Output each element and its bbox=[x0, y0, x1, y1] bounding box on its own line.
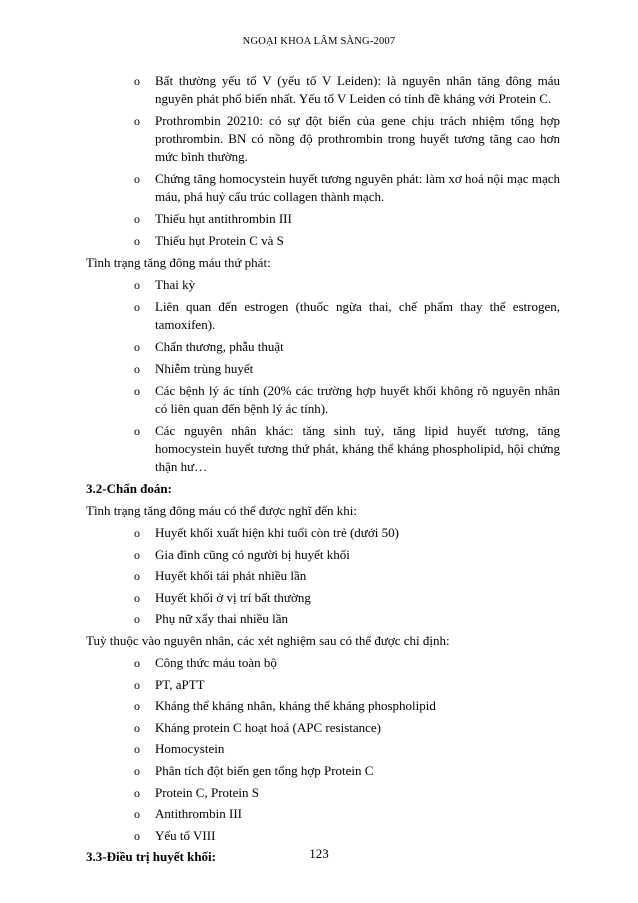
list-item: o Protein C, Protein S bbox=[134, 784, 560, 802]
list-item: o Chấn thương, phẫu thuật bbox=[134, 338, 560, 356]
list-item: o Thiếu hụt Protein C và S bbox=[134, 232, 560, 250]
tests-list bbox=[114, 654, 560, 845]
list-item: o Phân tích đột biến gen tổng hợp Protein C bbox=[134, 762, 560, 780]
list-item: o Prothrombin 20210: có sự đột biến của gene chịu trách nhiệm tổng hợp prothrombin. BN có nồng độ prothrombin trong huyết tương tăng cao hơn mức bình thường. bbox=[134, 112, 560, 166]
list-item: o Huyết khối xuất hiện khi tuổi còn trẻ (dưới 50) bbox=[134, 524, 560, 542]
list-item: o Bất thường yếu tố V (yếu tố V Leiden): là nguyên nhân tăng đông máu nguyên phát phổ biến nhất. Yếu tố V Leiden có tính đề kháng với Protein C. bbox=[134, 72, 560, 108]
tests-intro: Tuỳ thuộc vào nguyên nhân, các xét nghiệm sau có thể được chỉ định: bbox=[86, 632, 450, 648]
section-heading-diagnosis: 3.2-Chẩn đoán: bbox=[86, 481, 172, 496]
secondary-causes-list bbox=[114, 276, 560, 476]
diagnosis-intro: Tình trạng tăng đông máu có thể được nghĩ đến khi: bbox=[86, 503, 357, 518]
list-item: o PT, aPTT bbox=[134, 676, 560, 694]
list-item: o Antithrombin III bbox=[134, 805, 560, 823]
list-item: o Yếu tố VIII bbox=[134, 827, 560, 845]
list-item: o Các nguyên nhân khác: tăng sinh tuỷ, tăng lipid huyết tương, tăng homocystein huyết tương thứ phát, kháng thể kháng phospholipid, hội chứng thận hư… bbox=[134, 422, 560, 476]
list-item: o Kháng thể kháng nhân, kháng thể kháng phospholipid bbox=[134, 697, 560, 715]
primary-causes-list bbox=[114, 72, 560, 250]
list-item: o Huyết khối tái phát nhiều lần bbox=[134, 567, 560, 585]
page-content bbox=[86, 72, 560, 870]
page-header: NGOẠI KHOA LÂM SÀNG-2007 bbox=[242, 36, 396, 47]
list-item: o Chứng tăng homocystein huyết tương nguyên phát: làm xơ hoá nội mạc mạch máu, phá huỷ cấu trúc collagen thành mạch. bbox=[134, 170, 560, 206]
list-item: o Liên quan đến estrogen (thuốc ngừa thai, chế phẩm thay thế estrogen, tamoxifen). bbox=[134, 298, 560, 334]
list-item: o Thiếu hụt antithrombin III bbox=[134, 210, 560, 228]
list-item: o Các bệnh lý ác tính (20% các trường hợp huyết khối không rõ nguyên nhân có liên quan đến bệnh lý ác tính). bbox=[134, 382, 560, 418]
list-item: o Thai kỳ bbox=[134, 276, 560, 294]
page-number: 123 bbox=[309, 846, 329, 861]
list-item: o Kháng protein C hoạt hoá (APC resistance) bbox=[134, 719, 560, 737]
diagnosis-signs-list bbox=[114, 524, 560, 628]
list-item: o Công thức máu toàn bộ bbox=[134, 654, 560, 672]
section-heading-treatment: 3.3-Điều trị huyết khối: bbox=[86, 849, 216, 865]
list-item: o Huyết khối ở vị trí bất thường bbox=[134, 589, 560, 607]
list-item: o Gia đình cũng có người bị huyết khối bbox=[134, 546, 560, 564]
secondary-causes-intro: Tình trạng tăng đông máu thứ phát: bbox=[86, 255, 271, 270]
list-item: o Phụ nữ xẩy thai nhiều lần bbox=[134, 610, 560, 628]
list-item: o Homocystein bbox=[134, 740, 560, 758]
list-item: o Nhiễm trùng huyết bbox=[134, 360, 560, 378]
